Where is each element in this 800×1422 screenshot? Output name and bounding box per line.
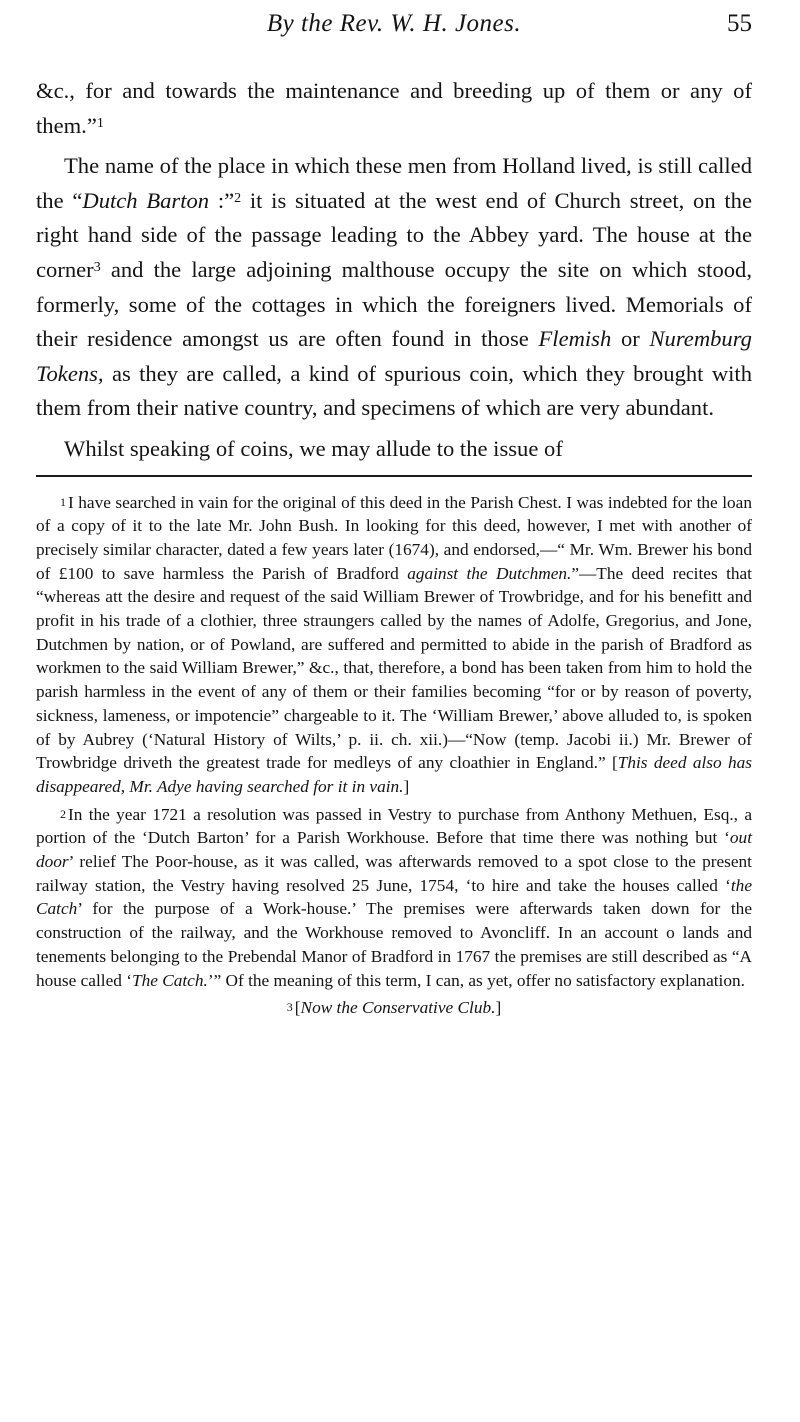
fn2-segment-e: ’ for the purpose of a Work-house.’ The premises were afterwards taken down for the construction of the railway, and the Workhouse removed to Avoncliff. In an account o lands and tenements belonging to the Prebendal Manor of Bradford in 1767 the premises are still described as “A house called ‘: [36, 899, 752, 990]
running-title: By the Rev. W. H. Jones.: [266, 10, 522, 37]
fn3-italic-conservative-club: Now the Conservative Club.: [300, 998, 496, 1018]
fn1-segment-a: I have searched in vain for the original of this deed in the Parish Chest. I was indebted for the loan of a copy of it to the late Mr. John Bush. In looking for this deed, however, I met with another of precisely similar character, dated a few years later (1674), and endorsed,—“ Mr. Wm. Brewer his bond of £100 to save harmless the Parish of Bradford: [36, 492, 752, 583]
page-number: 55: [727, 10, 752, 37]
running-head: [36, 10, 752, 46]
footnote-3: [36, 996, 752, 1020]
footnote-divider: [36, 475, 752, 477]
p2-segment-g: or: [611, 326, 650, 352]
footnotes: [36, 491, 752, 1020]
footnote-1-mark: 1: [60, 494, 66, 509]
paragraph-continuation: [36, 74, 752, 143]
fn3-segment-a: [: [294, 998, 301, 1018]
footnote-ref-1: 1: [96, 115, 104, 131]
fn2-segment-c: ’ relief The Poor-house, as it was called, was afterwards removed to a spot close to the present railway station, the Vestry having resolved 25 June, 1754, ‘to hire and take the houses called ‘: [36, 852, 752, 895]
fn2-italic-the-catch-quote: The Catch.: [131, 970, 208, 990]
fn2-italic-the-catch: the Catch: [36, 875, 752, 919]
fn2-italic-out-door: out door: [36, 828, 752, 872]
fn3-segment-c: ]: [495, 998, 502, 1018]
footnote-2-mark: 2: [60, 806, 66, 821]
footnote-ref-2: 2: [234, 190, 242, 206]
fn1-segment-e: ]: [403, 776, 410, 796]
footnote-ref-3: 3: [93, 259, 101, 275]
fn2-segment-a: In the year 1721 a resolution was passed in Vestry to purchase from Anthony Methuen, Esq., a portion of the ‘Dutch Barton’ for a Parish Workhouse. Before that time there was nothing but ‘: [36, 804, 752, 848]
main-text: [36, 74, 752, 467]
footnote-2: [36, 803, 752, 993]
p2-italic-dutch-barton: Dutch Barton: [82, 187, 210, 213]
p2-italic-nuremburg-tokens: Nuremburg Tokens,: [36, 326, 752, 386]
p2-segment-e: and the large adjoining malthouse occupy the site on which stood, formerly, some of the cottages in which the foreigners lived. Memorials of their residence amongst us are often found in those: [36, 256, 752, 352]
paragraph-3-text: Whilst speaking of coins, we may allude to the issue of: [64, 435, 563, 461]
fn1-segment-c: ”—The deed recites that “whereas att the desire and request of the said William Brewer of Trowbridge, and for his benefitt and profit in his trade of a clothier, three straungers called by the names of Adolfe, Gregorius, and Jone, Dutchmen by nation, or of Powland, are suffered and permitted to abide in the parish of Bradford as workmen to the said William Brewer,” &c., that, therefore, a bond has been taken from him to hold the parish harmless in the event of any of them or their families becoming “for or by reason of poverty, sickness, lameness, or impotencie” chargeable to it. The ‘William Brewer,’ above alluded to, is spoken of by Aubrey (‘Natural History of Wilts,’ p. ii. ch. xii.)—“Now (temp. Jacobi ii.) Mr. Brewer of Trowbridge driveth the greatest trade for medleys of any cloathier in England.” [: [36, 563, 752, 773]
fn2-segment-g: ’” Of the meaning of this term, I can, as yet, offer no satisfactory explanation.: [207, 970, 745, 990]
p2-segment-i: as they are called, a kind of spurious coin, which they brought with them from their native country, and specimens of which are very abundant.: [36, 360, 752, 421]
fn1-italic-against-dutchmen: against the Dutchmen.: [407, 563, 572, 583]
footnote-1: [36, 491, 752, 799]
paragraph-1-text: &c., for and towards the maintenance and breeding up of them or any of them.”: [36, 78, 752, 138]
p2-segment-d: it is situated at the west end of Church street, on the right hand side of the passage leading to the Abbey yard. The house at the corner: [36, 187, 752, 282]
footnote-3-mark: 3: [286, 1000, 293, 1015]
p2-segment-a: The name of the place in which these men from Holland lived, is still called the “: [36, 153, 752, 213]
p2-italic-flemish: Flemish: [538, 326, 612, 352]
book-page: [36, 10, 752, 1024]
p2-segment-c: :”: [209, 187, 235, 213]
paragraph-coins: [36, 432, 752, 467]
paragraph-dutch-barton: [36, 149, 752, 426]
fn1-italic-editor-note: This deed also has disappeared, Mr. Adye having searched for it in vain.: [36, 753, 752, 796]
